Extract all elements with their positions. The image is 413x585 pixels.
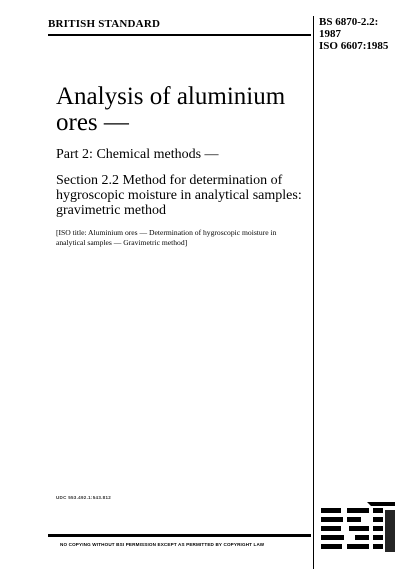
standard-number-bs: BS 6870-2.2: <box>319 16 379 28</box>
header-rule <box>48 34 311 36</box>
udc-code: UDC 553.492.1:543.812 <box>56 495 112 500</box>
standard-number-iso: ISO 6607:1985 <box>319 40 389 52</box>
vertical-divider <box>313 16 314 569</box>
standard-type-label: BRITISH STANDARD <box>48 18 161 30</box>
iso-title-note: [ISO title: Aluminium ores — Determination of hygroscopic moisture in analytical samples — Gravimetric method] <box>56 228 277 247</box>
bsi-logo-icon <box>319 500 397 556</box>
part-title: Part 2: Chemical methods — <box>56 147 219 162</box>
standard-numbers <box>319 16 388 52</box>
standard-year: 1987 <box>319 28 341 40</box>
document-title: Analysis of aluminium ores — <box>56 83 286 136</box>
footer-rule <box>48 534 311 537</box>
copyright-notice: NO COPYING WITHOUT BSI PERMISSION EXCEPT AS PERMITTED BY COPYRIGHT LAW <box>60 542 265 547</box>
section-title: Section 2.2 Method for determination of hygroscopic moisture in analytical samples: gravimetric method <box>56 173 302 218</box>
